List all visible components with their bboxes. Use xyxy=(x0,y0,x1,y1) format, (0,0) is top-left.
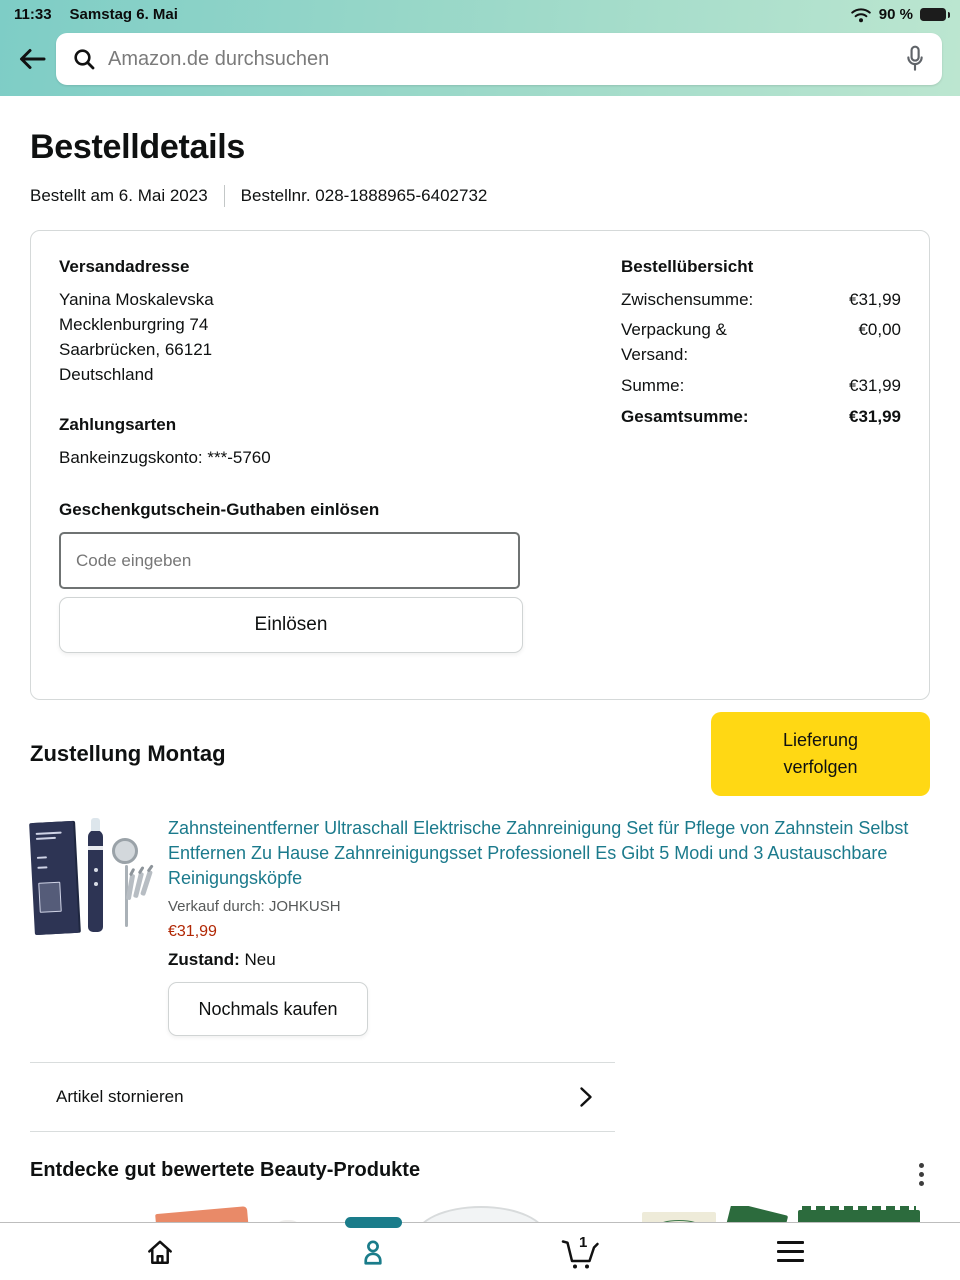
product-box-graphic xyxy=(29,821,79,935)
status-date: Samstag 6. Mai xyxy=(69,6,178,23)
payment-method: Bankeinzugskonto: ***-5760 xyxy=(59,448,271,467)
microphone-icon[interactable] xyxy=(904,44,926,74)
address-city: Saarbrücken, 66121 xyxy=(59,340,213,359)
cancel-item-label: Artikel stornieren xyxy=(56,1087,184,1106)
back-button[interactable] xyxy=(12,39,52,79)
cancel-item-row[interactable] xyxy=(30,1063,615,1131)
summary-row-subtotal: Zwischensumme: €31,99 xyxy=(621,290,901,309)
recommendations-heading: Entdecke gut bewertete Beauty-Produkte xyxy=(30,1159,421,1181)
address-street: Mecklenburgring 74 xyxy=(59,315,209,334)
home-icon xyxy=(145,1237,175,1267)
nav-profile-tab[interactable] xyxy=(343,1223,403,1280)
summary-row-sum: Summe: €31,99 xyxy=(621,376,901,395)
product-condition: Zustand: Neu xyxy=(168,950,276,969)
address-country: Deutschland xyxy=(59,365,154,384)
gift-card-heading: Geschenkgutschein-Guthaben einlösen xyxy=(59,500,380,519)
product-seller: Verkauf durch: JOHKUSH xyxy=(168,898,341,915)
product-device-graphic xyxy=(88,830,103,932)
nav-home-tab[interactable] xyxy=(130,1223,190,1280)
meta-separator xyxy=(224,185,225,207)
back-arrow-icon xyxy=(16,46,48,72)
product-image[interactable] xyxy=(30,816,150,942)
profile-icon xyxy=(358,1237,388,1267)
chevron-right-icon xyxy=(579,1086,593,1108)
status-bar xyxy=(0,0,960,23)
search-input[interactable] xyxy=(56,33,942,85)
product-mirror-graphic xyxy=(112,838,138,864)
summary-row-total: Gesamtsumme: €31,99 xyxy=(621,407,901,426)
summary-row-shipping: Verpackung & Versand: €0,00 xyxy=(621,320,901,364)
order-date: Bestellt am 6. Mai 2023 xyxy=(30,186,208,205)
app-header xyxy=(0,0,960,96)
payment-heading: Zahlungsarten xyxy=(59,415,177,434)
battery-percent: 90 % xyxy=(878,6,913,23)
product-title-link[interactable]: Zahnsteinentferner Ultraschall Elektrische Zahnreinigung Set für Pflege von Zahnstein Selbst Entfernen Zu Hause Zahnreinigungsset Professionell Es Gibt 5 Modi und 3 Austauschbare Reinigungsköpfe xyxy=(168,818,909,888)
track-package-button[interactable]: Lieferung verfolgen xyxy=(711,712,930,796)
gift-code-input[interactable] xyxy=(59,532,520,589)
order-overview-heading: Bestellübersicht xyxy=(621,257,754,276)
delivery-status-heading: Zustellung Montag xyxy=(30,741,226,766)
nav-menu-tab[interactable] xyxy=(760,1223,820,1280)
order-summary-card xyxy=(30,230,930,700)
cart-icon xyxy=(557,1232,603,1272)
buy-again-button[interactable]: Nochmals kaufen xyxy=(168,982,368,1036)
bottom-navigation xyxy=(0,1222,960,1280)
nav-cart-tab[interactable] xyxy=(550,1223,610,1280)
cart-count-badge: 1 xyxy=(579,1233,588,1251)
kebab-menu-icon[interactable] xyxy=(913,1159,930,1190)
page-title: Bestelldetails xyxy=(30,128,246,166)
search-icon xyxy=(72,47,96,71)
search-placeholder: Amazon.de durchsuchen xyxy=(108,47,330,70)
shipping-address-heading: Versandadresse xyxy=(59,257,190,276)
product-price: €31,99 xyxy=(168,923,217,940)
hamburger-menu-icon xyxy=(777,1241,804,1263)
order-number: Bestellnr. 028-1888965-6402732 xyxy=(240,186,488,205)
wifi-icon xyxy=(850,7,872,23)
order-meta xyxy=(30,185,930,207)
battery-icon xyxy=(920,8,946,21)
order-item xyxy=(30,816,930,1036)
redeem-button[interactable]: Einlösen xyxy=(59,597,523,653)
status-time: 11:33 xyxy=(14,6,52,23)
address-name: Yanina Moskalevska xyxy=(59,290,214,309)
